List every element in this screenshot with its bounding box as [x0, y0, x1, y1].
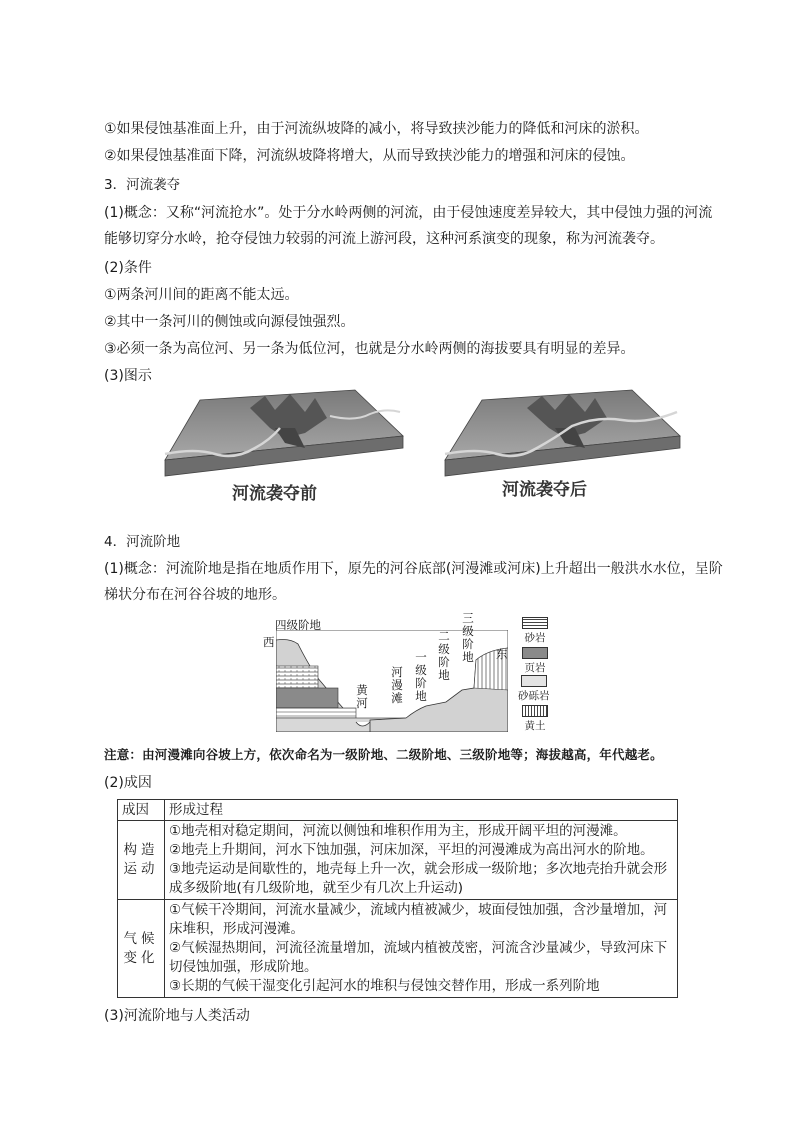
table-header-cause: 成因 [118, 800, 165, 821]
legend-sandstone: 砂岩 [522, 617, 548, 645]
condition-3: ③必须一条为高位河、另一条为低位河，也就是分水岭两侧的海拔要具有明显的差异。 [104, 341, 635, 357]
terrace-note: 注意：由河漫滩向谷坡上方，依次命名为一级阶地、二级阶地、三级阶地等；海拔越高，年代越老。 [104, 747, 663, 762]
process-line: ③长期的气候干湿变化引起河水的堆积与侵蚀交替作用，形成一系列阶地 [169, 978, 600, 994]
legend-loess: 黄土 [522, 705, 548, 733]
section4-concept: (1)概念：河流阶地是指在地质作用下，原先的河谷底部(河漫滩或河床)上升超出一般洪水水位，呈阶梯状分布在河谷谷坡的地形。 [104, 561, 723, 603]
loess-swatch [522, 705, 548, 717]
label-level3-terrace: 三级阶地 [462, 611, 474, 664]
river-capture-before-diagram [155, 388, 405, 480]
condition-2: ②其中一条河川的侧蚀或向源侵蚀强烈。 [104, 314, 355, 330]
label-level2-terrace: 二级阶地 [438, 629, 450, 682]
sandstone-swatch [522, 617, 548, 629]
label-yellow-river: 黄河 [356, 683, 368, 710]
process-line: ②气候湿热期间，河流径流量增加，流域内植被茂密，河流含沙量减少，导致河床下切侵蚀加强，形成阶地。 [169, 940, 668, 975]
process-line: ③地壳运动是间歇性的，地壳每上升一次，就会形成一级阶地；多次地壳抬升就会形成多级阶地(有几级阶地，就至少有几次上升运动) [169, 861, 668, 896]
table-row [118, 821, 678, 900]
capture-after-caption: 河流袭夺后 [502, 480, 587, 500]
table-cell-process [165, 821, 678, 900]
label-west: 西 [263, 635, 275, 649]
legend-shale: 页岩 [522, 647, 548, 675]
shale-swatch [522, 647, 548, 659]
table-header-row [118, 800, 678, 821]
condition-1: ①两条河川间的距离不能太远。 [104, 287, 299, 303]
river-capture-after-diagram [437, 388, 682, 480]
conglomerate-swatch [521, 675, 547, 687]
paragraph-base-rise: ①如果侵蚀基准面上升，由于河流纵坡降的减小，将导致挟沙能力的降低和河床的淤积。 [104, 121, 649, 137]
table-cell-process [165, 900, 678, 998]
section4-human-title: (3)河流阶地与人类活动 [104, 1008, 250, 1024]
process-line: ②地壳上升期间，河水下蚀加强，河床加深，平坦的河漫滩成为高出河水的阶地。 [169, 842, 654, 858]
table-header-process: 形成过程 [165, 800, 678, 821]
legend-conglomerate: 砂砾岩 [518, 675, 550, 703]
label-level4-terrace: 四级阶地 [275, 618, 321, 632]
section3-figure-title: (3)图示 [104, 368, 152, 384]
terrace-cause-table [117, 799, 678, 998]
section3-concept: (1)概念：又称“河流抢水”。处于分水岭两侧的河流，由于侵蚀速度差异较大，其中侵蚀力强的河流能够切穿分水岭，抢夺侵蚀力较弱的河流上游河段，这种河系演变的现象，称为河流袭夺。 [104, 205, 713, 247]
capture-before-caption: 河流袭夺前 [232, 484, 317, 504]
section3-conditions-title: (2)条件 [104, 260, 152, 276]
process-line: ①气候干冷期间，河流水量减少，流域内植被减少，坡面侵蚀加强，含沙量增加，河床堆积，形成河漫滩。 [169, 902, 668, 937]
paragraph-base-fall: ②如果侵蚀基准面下降，河流纵坡降将增大，从而导致挟沙能力的增强和河床的侵蚀。 [104, 148, 635, 164]
table-cell-cause: 构造运动 [118, 821, 165, 900]
label-level1-terrace: 一级阶地 [415, 650, 427, 703]
process-line: ①地壳相对稳定期间，河流以侧蚀和堆积作用为主，形成开阔平坦的河漫滩。 [169, 823, 627, 839]
section4-cause-title: (2)成因 [104, 775, 152, 791]
section3-heading: 3．河流袭夺 [104, 177, 181, 193]
label-floodplain: 河漫滩 [391, 665, 403, 705]
table-cell-cause: 气候变化 [118, 900, 165, 998]
label-east: 东 [496, 647, 508, 661]
table-row [118, 900, 678, 998]
section4-heading: 4．河流阶地 [104, 534, 181, 550]
